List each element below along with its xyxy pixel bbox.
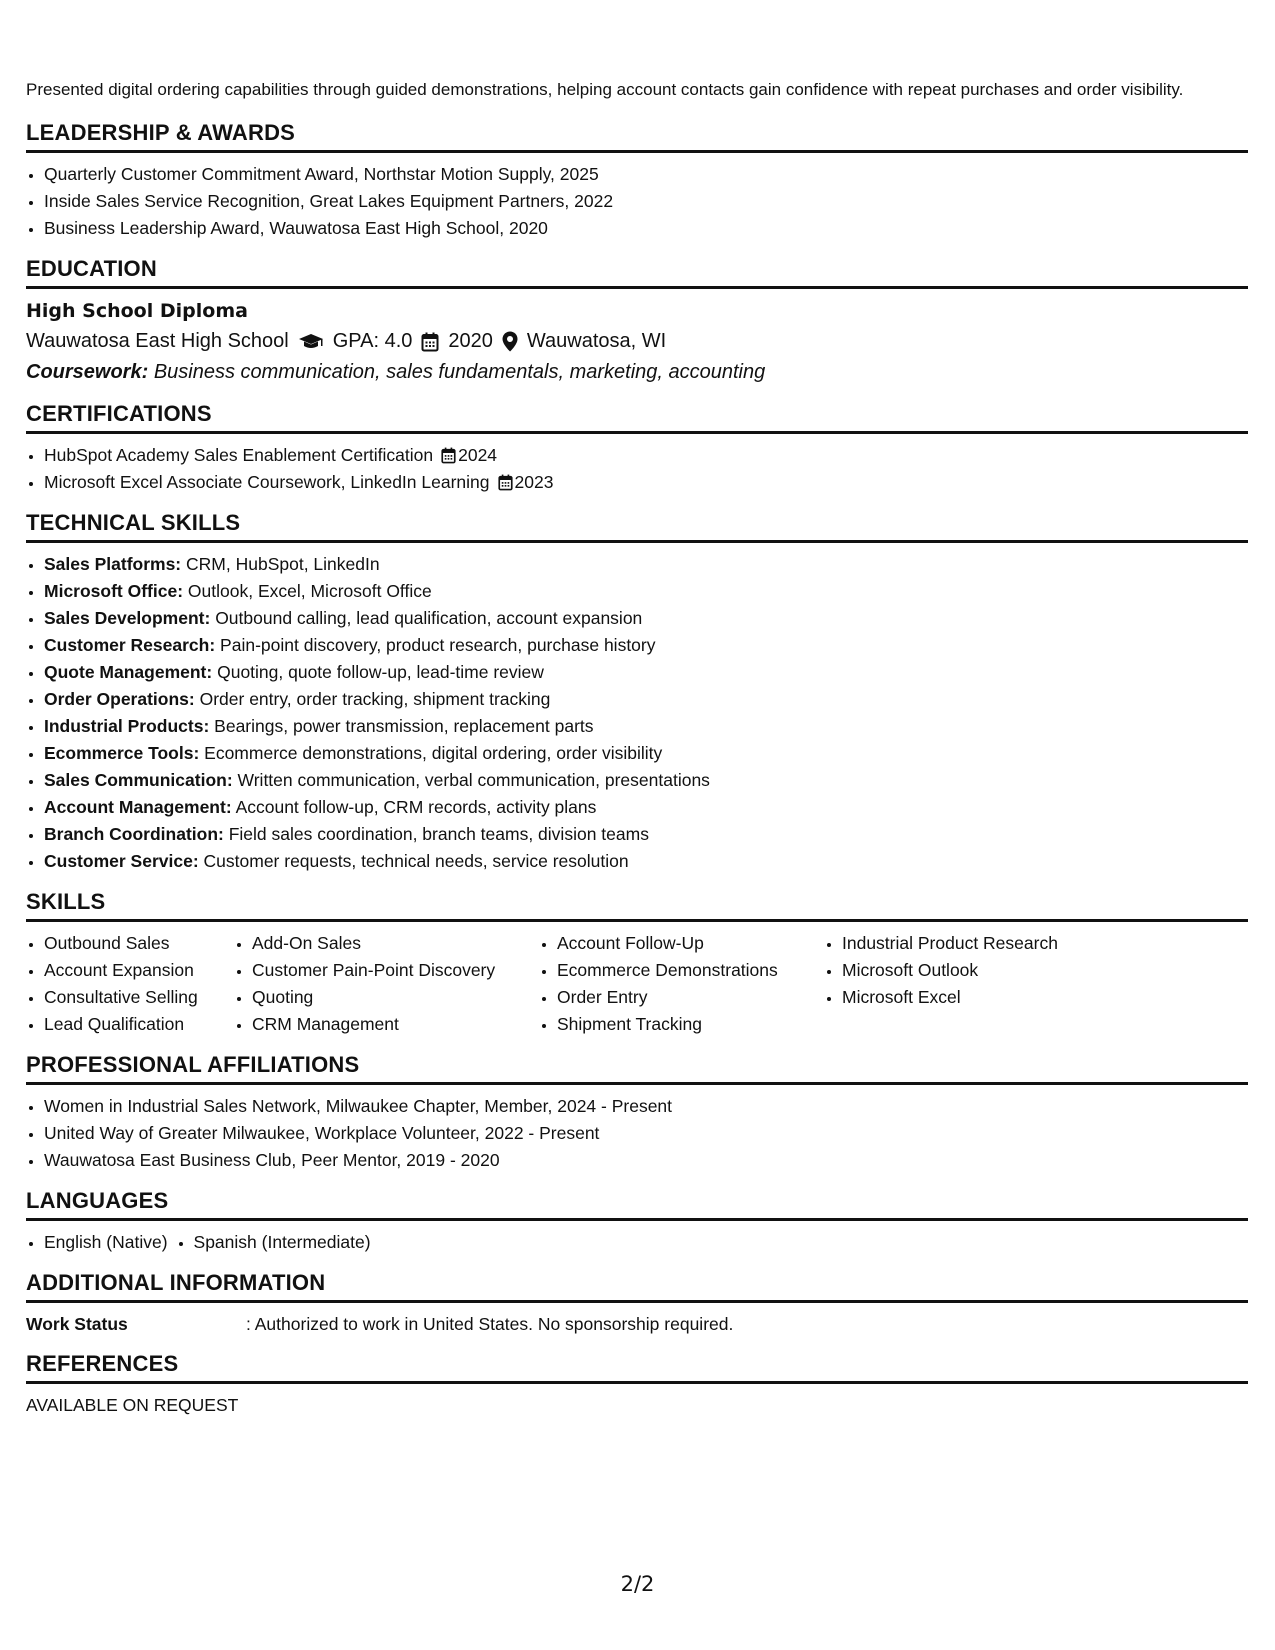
- certification-name: Microsoft Excel Associate Coursework, LinkedIn Learning: [44, 472, 490, 492]
- skills-column: [26, 930, 234, 1038]
- list-item: • Customer Pain-Point Discovery: [252, 957, 537, 984]
- certifications-list: [26, 442, 1248, 496]
- skill-values: Pain-point discovery, product research, purchase history: [220, 635, 656, 655]
- additional-info-row: [26, 1311, 1248, 1337]
- education-meta: [26, 326, 1248, 357]
- affiliations-list: [26, 1093, 1248, 1174]
- list-item: • Inside Sales Service Recognition, Great Lakes Equipment Partners, 2022: [44, 188, 1248, 215]
- certification-year: 2024: [458, 445, 498, 465]
- skill-values: Written communication, verbal communication, presentations: [237, 770, 710, 790]
- education-location: Wauwatosa, WI: [526, 330, 667, 352]
- list-item: • Add-On Sales: [252, 930, 537, 957]
- calendar-icon: [498, 474, 513, 491]
- list-item: [44, 551, 1248, 578]
- list-item: • CRM Management: [252, 1011, 537, 1038]
- list-item: • Quarterly Customer Commitment Award, Northstar Motion Supply, 2025: [44, 161, 1248, 188]
- section-heading-leadership: LEADERSHIP & AWARDS: [26, 120, 1248, 153]
- skill-category: Branch Coordination:: [44, 824, 224, 844]
- list-item: • Wauwatosa East Business Club, Peer Mentor, 2019 - 2020: [44, 1147, 1248, 1174]
- list-item: [44, 605, 1248, 632]
- list-item: • Lead Qualification: [44, 1011, 234, 1038]
- list-item: • Industrial Product Research: [842, 930, 1142, 957]
- list-item: [44, 740, 1248, 767]
- section-heading-additional-info: ADDITIONAL INFORMATION: [26, 1270, 1248, 1303]
- list-item: • Shipment Tracking: [557, 1011, 822, 1038]
- skill-category: Account Management:: [44, 797, 232, 817]
- section-heading-affiliations: PROFESSIONAL AFFILIATIONS: [26, 1052, 1248, 1085]
- certification-name: HubSpot Academy Sales Enablement Certification: [44, 445, 434, 465]
- technical-skills-section: [26, 510, 1248, 875]
- certifications-section: [26, 401, 1248, 496]
- certification-date: [433, 445, 497, 465]
- skill-category: Customer Service:: [44, 851, 199, 871]
- list-item: [44, 686, 1248, 713]
- graduation-cap-icon: [298, 326, 324, 357]
- list-item: • Consultative Selling: [44, 984, 234, 1011]
- list-item: • Microsoft Outlook: [842, 957, 1142, 984]
- calendar-icon: [441, 447, 456, 464]
- skill-category: Sales Platforms:: [44, 554, 182, 574]
- calendar-icon: [421, 326, 439, 357]
- certification-date: [490, 472, 554, 492]
- list-item: [44, 469, 1248, 496]
- list-item: • Microsoft Excel: [842, 984, 1142, 1011]
- resume-page: [26, 78, 1248, 1432]
- education-degree: High School Diploma: [26, 300, 248, 322]
- education-school: Wauwatosa East High School: [26, 330, 289, 352]
- list-item: [44, 578, 1248, 605]
- skills-grid: [26, 930, 1248, 1038]
- skill-category: Sales Development:: [44, 608, 211, 628]
- languages-list: [26, 1229, 1248, 1256]
- coursework-text: Business communication, sales fundamentals, marketing, accounting: [153, 361, 766, 383]
- certification-year: 2023: [514, 472, 554, 492]
- skills-section: [26, 889, 1248, 1038]
- skills-column: [822, 930, 1142, 1038]
- skill-category: Sales Communication:: [44, 770, 233, 790]
- experience-continuation-text: Presented digital ordering capabilities through guided demonstrations, helping account contacts gain confidence with repeat purchases and order visibility.: [26, 80, 1184, 99]
- list-item: [44, 821, 1248, 848]
- languages-section: [26, 1188, 1248, 1256]
- list-item: • Women in Industrial Sales Network, Milwaukee Chapter, Member, 2024 - Present: [44, 1093, 1248, 1120]
- work-status-label: Work Status: [26, 1314, 128, 1334]
- section-heading-references: REFERENCES: [26, 1351, 1248, 1384]
- skill-values: Order entry, order tracking, shipment tracking: [199, 689, 551, 709]
- list-item: • Outbound Sales: [44, 930, 234, 957]
- list-item: [44, 767, 1248, 794]
- list-item: • Account Expansion: [44, 957, 234, 984]
- coursework-label: Coursework:: [26, 361, 149, 383]
- references-section: [26, 1351, 1248, 1418]
- skill-values: Account follow-up, CRM records, activity plans: [235, 797, 597, 817]
- skill-values: Quoting, quote follow-up, lead-time review: [217, 662, 544, 682]
- references-text: AVAILABLE ON REQUEST: [26, 1395, 239, 1415]
- skill-values: Outlook, Excel, Microsoft Office: [187, 581, 432, 601]
- work-status-value: : Authorized to work in United States. No sponsorship required.: [246, 1314, 734, 1334]
- section-heading-education: EDUCATION: [26, 256, 1248, 289]
- section-heading-certifications: CERTIFICATIONS: [26, 401, 1248, 434]
- list-item: [44, 659, 1248, 686]
- section-heading-skills: SKILLS: [26, 889, 1248, 922]
- section-heading-technical-skills: TECHNICAL SKILLS: [26, 510, 1248, 543]
- skill-category: Order Operations:: [44, 689, 195, 709]
- skill-values: Outbound calling, lead qualification, account expansion: [215, 608, 643, 628]
- list-item: • Ecommerce Demonstrations: [557, 957, 822, 984]
- leadership-section: [26, 120, 1248, 242]
- list-item: [44, 632, 1248, 659]
- skill-values: Bearings, power transmission, replacement parts: [214, 716, 594, 736]
- skill-values: Customer requests, technical needs, service resolution: [203, 851, 629, 871]
- list-item: • Business Leadership Award, Wauwatosa East High School, 2020: [44, 215, 1248, 242]
- skills-column: [537, 930, 822, 1038]
- skill-category: Quote Management:: [44, 662, 213, 682]
- affiliations-section: [26, 1052, 1248, 1174]
- skill-category: Industrial Products:: [44, 716, 210, 736]
- leadership-list: [26, 161, 1248, 242]
- skill-values: CRM, HubSpot, LinkedIn: [186, 554, 380, 574]
- list-item: • Spanish (Intermediate): [194, 1229, 371, 1256]
- list-item: [44, 848, 1248, 875]
- skill-category: Microsoft Office:: [44, 581, 184, 601]
- skill-values: Field sales coordination, branch teams, division teams: [228, 824, 649, 844]
- page-number: 2/2: [620, 1572, 655, 1596]
- skills-column: [234, 930, 537, 1038]
- list-item: • Quoting: [252, 984, 537, 1011]
- skill-values: Ecommerce demonstrations, digital ordering, order visibility: [204, 743, 663, 763]
- education-coursework: [26, 357, 1248, 387]
- list-item: • United Way of Greater Milwaukee, Workplace Volunteer, 2022 - Present: [44, 1120, 1248, 1147]
- list-item: • English (Native): [44, 1229, 168, 1256]
- education-gpa: GPA: 4.0: [332, 330, 413, 352]
- list-item: • Account Follow-Up: [557, 930, 822, 957]
- education-year: 2020: [448, 330, 493, 352]
- education-section: [26, 256, 1248, 387]
- skill-category: Customer Research:: [44, 635, 216, 655]
- location-pin-icon: [502, 326, 518, 357]
- list-item: • Order Entry: [557, 984, 822, 1011]
- list-item: [44, 794, 1248, 821]
- list-item: [44, 442, 1248, 469]
- technical-skills-list: [26, 551, 1248, 875]
- list-item: [44, 713, 1248, 740]
- skill-category: Ecommerce Tools:: [44, 743, 200, 763]
- section-heading-languages: LANGUAGES: [26, 1188, 1248, 1221]
- additional-info-section: [26, 1270, 1248, 1337]
